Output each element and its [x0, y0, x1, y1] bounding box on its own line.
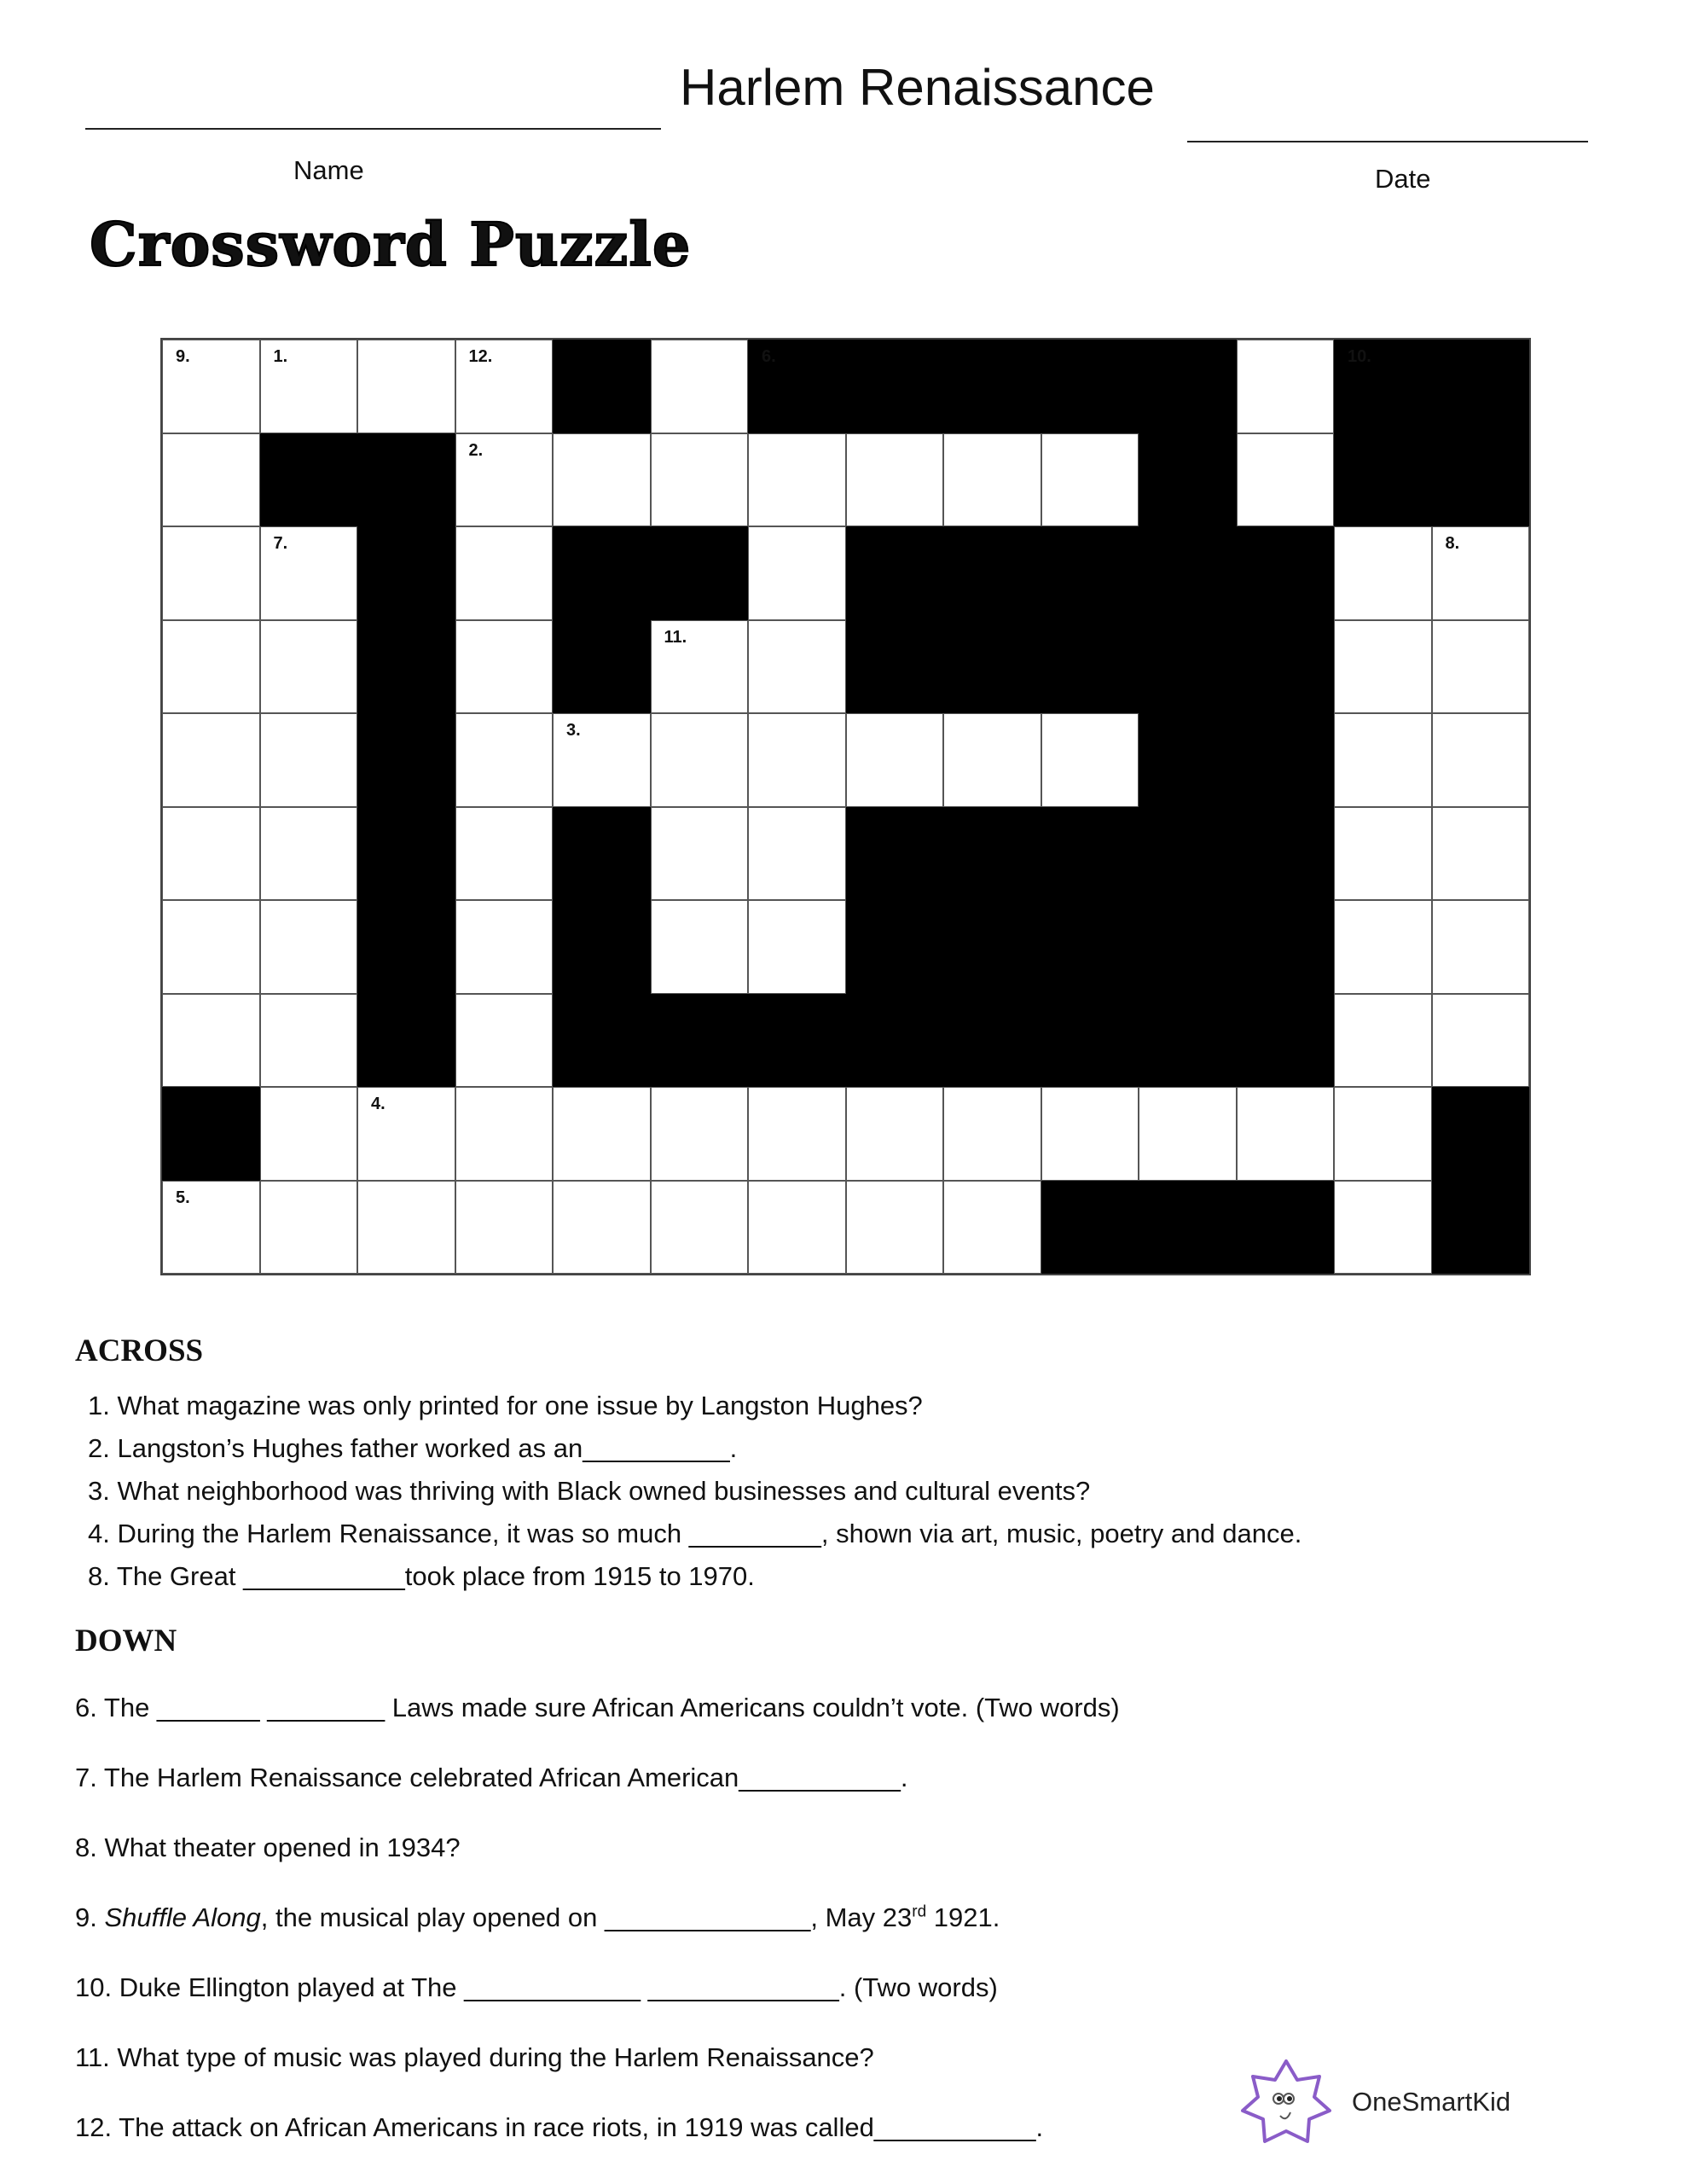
answer-cell[interactable] [1334, 1087, 1432, 1181]
black-cell [651, 994, 749, 1088]
answer-cell[interactable] [455, 807, 554, 901]
black-cell [357, 807, 455, 901]
answer-cell[interactable] [455, 1087, 554, 1181]
answer-cell[interactable] [846, 1181, 944, 1275]
across-clue-4: 4. During the Harlem Renaissance, it was so much _________, shown via art, music, poetry and dance. [88, 1519, 1302, 1548]
answer-cell[interactable] [455, 1181, 554, 1275]
worksheet-title: Harlem Renaissance [680, 59, 1155, 116]
clue-number: 2. [468, 440, 484, 460]
down-clue-7: 7. The Harlem Renaissance celebrated African American___________. [75, 1763, 908, 1792]
black-cell [1041, 900, 1139, 994]
clue-number: 4. [371, 1095, 386, 1113]
answer-cell[interactable] [553, 1087, 651, 1181]
black-cell [1237, 526, 1335, 620]
answer-cell[interactable] [162, 900, 260, 994]
date-line[interactable] [1187, 141, 1588, 142]
answer-cell[interactable] [943, 1087, 1041, 1181]
black-cell [553, 994, 651, 1088]
black-cell [748, 994, 846, 1088]
answer-cell[interactable] [455, 620, 554, 714]
black-cell [553, 620, 651, 714]
black-cell [846, 620, 944, 714]
answer-cell[interactable] [748, 620, 846, 714]
answer-cell[interactable] [651, 1181, 749, 1275]
clue-number: 10. [1348, 347, 1371, 366]
answer-cell[interactable] [943, 713, 1041, 807]
answer-cell[interactable] [651, 433, 749, 527]
answer-cell[interactable] [1041, 713, 1139, 807]
clue-number: 5. [176, 1188, 190, 1207]
answer-cell[interactable] [260, 620, 358, 714]
black-cell [162, 1087, 260, 1181]
date-label: Date [1375, 164, 1431, 194]
black-cell [1237, 900, 1335, 994]
black-cell [943, 807, 1041, 901]
black-cell [1139, 526, 1237, 620]
black-cell [1139, 900, 1237, 994]
black-cell [1041, 620, 1139, 714]
clue-number: 11. [664, 627, 687, 647]
answer-cell[interactable] [162, 433, 260, 527]
black-cell [1432, 1087, 1530, 1181]
black-cell [1237, 620, 1335, 714]
answer-cell[interactable] [357, 1181, 455, 1275]
black-cell [846, 340, 944, 433]
black-cell [1237, 1181, 1335, 1275]
black-cell [943, 340, 1041, 433]
black-cell [1041, 807, 1139, 901]
answer-cell[interactable] [1432, 620, 1530, 714]
black-cell [1041, 340, 1139, 433]
across-clue-8: 8. The Great ___________took place from 1915 to 1970. [88, 1561, 755, 1591]
black-cell [357, 994, 455, 1088]
answer-cell[interactable] [1334, 994, 1432, 1088]
black-cell [357, 433, 455, 527]
clue-number: 8. [1445, 534, 1460, 553]
answer-cell[interactable] [1432, 713, 1530, 807]
black-cell [1432, 1181, 1530, 1275]
answer-cell[interactable] [260, 1181, 358, 1275]
answer-cell[interactable] [455, 433, 554, 527]
answer-cell[interactable] [260, 340, 358, 433]
answer-cell[interactable] [748, 526, 846, 620]
answer-cell[interactable] [455, 526, 554, 620]
clue-text-end: 1921. [926, 1902, 1000, 1932]
answer-cell[interactable] [846, 1087, 944, 1181]
answer-cell[interactable] [455, 994, 554, 1088]
answer-cell[interactable] [846, 433, 944, 527]
answer-cell[interactable] [943, 1181, 1041, 1275]
answer-cell[interactable] [651, 620, 749, 714]
answer-cell[interactable] [1334, 900, 1432, 994]
answer-cell[interactable] [1334, 1181, 1432, 1275]
answer-cell[interactable] [651, 807, 749, 901]
answer-cell[interactable] [1334, 526, 1432, 620]
black-cell [553, 807, 651, 901]
answer-cell[interactable] [651, 900, 749, 994]
brand-logo-text: OneSmartKid [1352, 2087, 1511, 2117]
down-heading: DOWN [75, 1623, 177, 1658]
answer-cell[interactable] [1237, 340, 1335, 433]
black-cell [1139, 620, 1237, 714]
answer-cell[interactable] [1334, 620, 1432, 714]
answer-cell[interactable] [748, 807, 846, 901]
across-heading: ACROSS [75, 1333, 204, 1368]
black-cell [1139, 994, 1237, 1088]
black-cell [943, 620, 1041, 714]
black-cell [553, 340, 651, 433]
down-clue-6: 6. The _______ ________ Laws made sure African Americans couldn’t vote. (Two words) [75, 1693, 1120, 1722]
down-clue-12: 12. The attack on African Americans in race riots, in 1919 was called___________. [75, 2112, 1044, 2142]
black-cell [1139, 807, 1237, 901]
black-cell [1139, 1181, 1237, 1275]
black-cell [846, 900, 944, 994]
black-cell [846, 526, 944, 620]
answer-cell[interactable] [1334, 713, 1432, 807]
clue-number: 9. [176, 347, 190, 366]
black-cell [943, 900, 1041, 994]
answer-cell[interactable] [162, 620, 260, 714]
clue-number: 12. [468, 347, 493, 366]
puzzle-title: Crossword Puzzle [90, 209, 692, 280]
down-clue-9 [75, 1902, 1000, 1933]
name-line[interactable] [85, 128, 661, 130]
black-cell [357, 713, 455, 807]
black-cell [1041, 994, 1139, 1088]
black-cell [1041, 526, 1139, 620]
clue-number: 1. [273, 347, 288, 366]
musical-title: Shuffle Along [104, 1902, 261, 1932]
black-cell [553, 900, 651, 994]
black-cell [1139, 433, 1237, 527]
answer-cell[interactable] [1432, 807, 1530, 901]
answer-cell[interactable] [1041, 433, 1139, 527]
across-clue-1: 1. What magazine was only printed for one issue by Langston Hughes? [88, 1391, 923, 1420]
black-cell [1237, 807, 1335, 901]
ordinal-suffix: rd [912, 1902, 927, 1921]
answer-cell[interactable] [553, 433, 651, 527]
answer-cell[interactable] [748, 1181, 846, 1275]
black-cell [1237, 994, 1335, 1088]
answer-cell[interactable] [1432, 900, 1530, 994]
answer-cell[interactable] [162, 340, 260, 433]
answer-cell[interactable] [260, 994, 358, 1088]
answer-cell[interactable] [1139, 1087, 1237, 1181]
answer-cell[interactable] [455, 900, 554, 994]
crossword-grid [160, 338, 1531, 1275]
answer-cell[interactable] [1237, 1087, 1335, 1181]
name-label: Name [293, 155, 364, 185]
answer-cell[interactable] [162, 713, 260, 807]
down-clue-8: 8. What theater opened in 1934? [75, 1833, 461, 1862]
black-cell [1237, 713, 1335, 807]
answer-cell[interactable] [748, 713, 846, 807]
down-clue-10: 10. Duke Ellington played at The ____________ _____________. (Two words) [75, 1972, 998, 2002]
across-clue-3: 3. What neighborhood was thriving with Black owned businesses and cultural events? [88, 1476, 1091, 1506]
answer-cell[interactable] [162, 807, 260, 901]
answer-cell[interactable] [846, 713, 944, 807]
black-cell [1139, 340, 1237, 433]
clue-number: 3. [566, 721, 581, 740]
answer-cell[interactable] [162, 994, 260, 1088]
black-cell [943, 526, 1041, 620]
black-cell [1334, 433, 1432, 527]
black-cell [1432, 433, 1530, 527]
answer-cell[interactable] [651, 713, 749, 807]
black-cell [1432, 340, 1530, 433]
black-cell [748, 340, 846, 433]
answer-cell[interactable] [260, 713, 358, 807]
answer-cell[interactable] [1432, 994, 1530, 1088]
black-cell [1041, 1181, 1139, 1275]
clue-text: , the musical play opened on ______________, May 23 [260, 1902, 913, 1932]
black-cell [357, 900, 455, 994]
answer-cell[interactable] [260, 1087, 358, 1181]
black-cell [846, 994, 944, 1088]
across-clue-2: 2. Langston’s Hughes father worked as an__________. [88, 1433, 738, 1463]
answer-cell[interactable] [260, 526, 358, 620]
black-cell [260, 433, 358, 527]
black-cell [651, 526, 749, 620]
answer-cell[interactable] [651, 340, 749, 433]
clue-number: 9. [75, 1902, 105, 1932]
star-mascot-icon [1239, 2056, 1333, 2154]
answer-cell[interactable] [553, 713, 651, 807]
clue-number: 6. [762, 347, 776, 366]
answer-cell[interactable] [943, 433, 1041, 527]
answer-cell[interactable] [651, 1087, 749, 1181]
answer-cell[interactable] [1334, 807, 1432, 901]
answer-cell[interactable] [260, 807, 358, 901]
answer-cell[interactable] [748, 900, 846, 994]
answer-cell[interactable] [162, 526, 260, 620]
answer-cell[interactable] [1041, 1087, 1139, 1181]
answer-cell[interactable] [162, 1181, 260, 1275]
answer-cell[interactable] [1237, 433, 1335, 527]
answer-cell[interactable] [1432, 526, 1530, 620]
black-cell [357, 620, 455, 714]
answer-cell[interactable] [553, 1181, 651, 1275]
answer-cell[interactable] [455, 340, 554, 433]
black-cell [553, 526, 651, 620]
black-cell [846, 807, 944, 901]
down-clue-11: 11. What type of music was played during the Harlem Renaissance? [75, 2042, 874, 2072]
black-cell [1139, 713, 1237, 807]
answer-cell[interactable] [357, 1087, 455, 1181]
answer-cell[interactable] [455, 713, 554, 807]
black-cell [1334, 340, 1432, 433]
answer-cell[interactable] [748, 1087, 846, 1181]
black-cell [357, 526, 455, 620]
answer-cell[interactable] [357, 340, 455, 433]
answer-cell[interactable] [260, 900, 358, 994]
black-cell [943, 994, 1041, 1088]
answer-cell[interactable] [748, 433, 846, 527]
clue-number: 7. [273, 534, 288, 553]
